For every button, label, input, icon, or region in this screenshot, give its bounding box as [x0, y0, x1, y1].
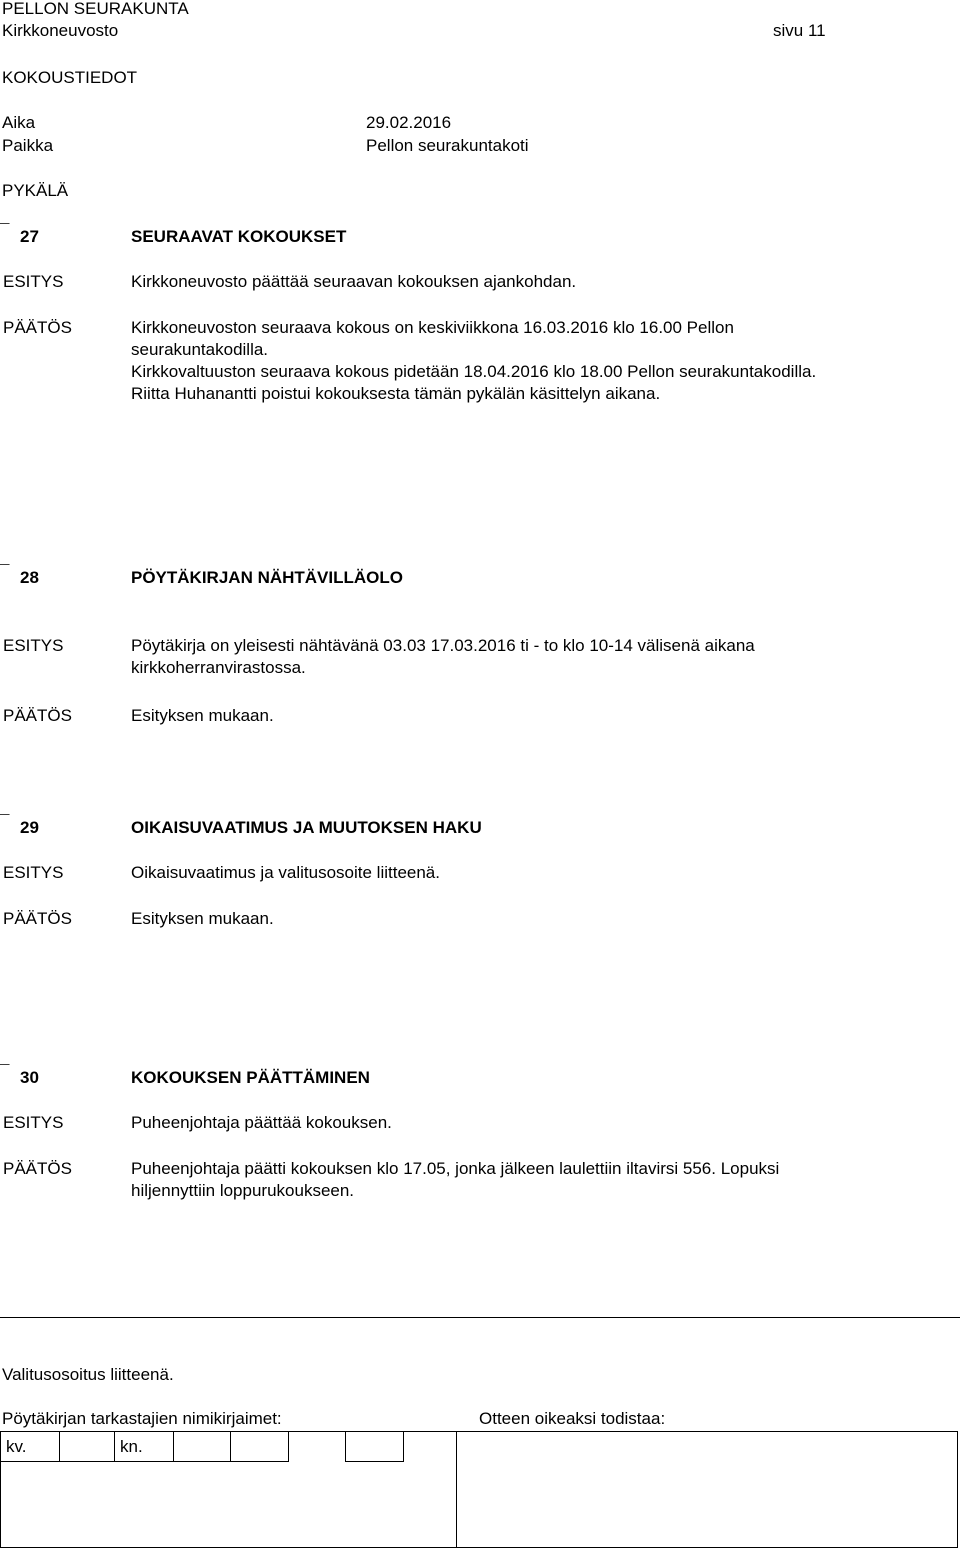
- page-number: sivu 11: [773, 21, 826, 40]
- section-number: 29: [20, 818, 39, 837]
- section-27-header: [0, 220, 960, 250]
- decision-line: seurakuntakodilla.: [131, 340, 269, 359]
- decision-label: PÄÄTÖS: [3, 706, 72, 725]
- section-30-header: [0, 1061, 960, 1091]
- body-name: Kirkkoneuvosto: [2, 21, 119, 40]
- section-number: 28: [20, 568, 39, 587]
- decision-label: PÄÄTÖS: [3, 318, 72, 337]
- proposal-text: Kirkkoneuvosto päättää seuraavan kokouksen ajankohdan.: [131, 272, 577, 291]
- meeting-info-title: KOKOUSTIEDOT: [2, 68, 138, 87]
- decision-text: Esityksen mukaan.: [131, 909, 274, 928]
- initials-box: [114, 1431, 174, 1462]
- section-29-header: [0, 811, 960, 841]
- footer-divider: [0, 1317, 960, 1318]
- time-label: Aika: [2, 113, 36, 132]
- proposal-text: [131, 635, 931, 679]
- initials-box: [173, 1431, 231, 1462]
- inspectors-initials-label: Pöytäkirjan tarkastajien nimikirjaimet:: [2, 1409, 282, 1428]
- proposal-label: ESITYS: [3, 1113, 64, 1132]
- initials-box: [59, 1431, 115, 1462]
- decision-line: Riitta Huhanantti poistui kokouksesta tämän pykälän käsittelyn aikana.: [131, 384, 661, 403]
- appeal-note: Valitusosoitus liitteenä.: [2, 1365, 174, 1384]
- proposal-text: Puheenjohtaja päättää kokouksen.: [131, 1113, 392, 1132]
- proposal-label: ESITYS: [3, 272, 64, 291]
- section-number: 27: [20, 227, 39, 246]
- decision-text: Esityksen mukaan.: [131, 706, 274, 725]
- place-value: Pellon seurakuntakoti: [366, 136, 529, 155]
- decision-line: Kirkkovaltuuston seuraava kokous pidetään 18.04.2016 klo 18.00 Pellon seurakuntakodilla.: [131, 362, 817, 381]
- certified-copy-label: Otteen oikeaksi todistaa:: [479, 1409, 666, 1428]
- decision-label: PÄÄTÖS: [3, 1159, 72, 1178]
- section-marker: ¯: [0, 562, 10, 581]
- paragraph-label: PYKÄLÄ: [2, 181, 69, 200]
- decision-label: PÄÄTÖS: [3, 909, 72, 928]
- section-title: PÖYTÄKIRJAN NÄHTÄVILLÄOLO: [131, 568, 403, 587]
- initials-box: [0, 1431, 60, 1462]
- proposal-line: Pöytäkirja on yleisesti nähtävänä 03.03 17.03.2016 ti - to klo 10-14 välisenä aikana: [131, 636, 755, 655]
- decision-line: Kirkkoneuvoston seuraava kokous on keskiviikkona 16.03.2016 klo 16.00 Pellon: [131, 318, 734, 337]
- decision-text: [131, 1158, 931, 1202]
- organization-name: PELLON SEURAKUNTA: [2, 0, 189, 18]
- decision-line: hiljennyttiin loppurukoukseen.: [131, 1181, 355, 1200]
- initials-box: [230, 1431, 289, 1462]
- section-marker: ¯: [0, 221, 10, 240]
- place-label: Paikka: [2, 136, 54, 155]
- certification-box: [456, 1431, 958, 1548]
- time-value: 29.02.2016: [366, 113, 452, 132]
- section-marker: ¯: [0, 1062, 10, 1081]
- section-marker: ¯: [0, 812, 10, 831]
- section-title: OIKAISUVAATIMUS JA MUUTOKSEN HAKU: [131, 818, 482, 837]
- section-title: SEURAAVAT KOKOUKSET: [131, 227, 347, 246]
- decision-line: Puheenjohtaja päätti kokouksen klo 17.05, jonka jälkeen laulettiin iltavirsi 556. Lopuksi: [131, 1159, 780, 1178]
- proposal-text: Oikaisuvaatimus ja valitusosoite liitteenä.: [131, 863, 440, 882]
- section-number: 30: [20, 1068, 39, 1087]
- section-title: KOKOUKSEN PÄÄTTÄMINEN: [131, 1068, 370, 1087]
- initials-box: [345, 1431, 404, 1462]
- proposal-label: ESITYS: [3, 636, 64, 655]
- decision-text: [131, 317, 931, 405]
- proposal-label: ESITYS: [3, 863, 64, 882]
- section-28-header: [0, 561, 960, 591]
- proposal-line: kirkkoherranvirastossa.: [131, 658, 306, 677]
- initials-box-label: kn.: [120, 1437, 143, 1456]
- initials-box-label: kv.: [6, 1437, 27, 1456]
